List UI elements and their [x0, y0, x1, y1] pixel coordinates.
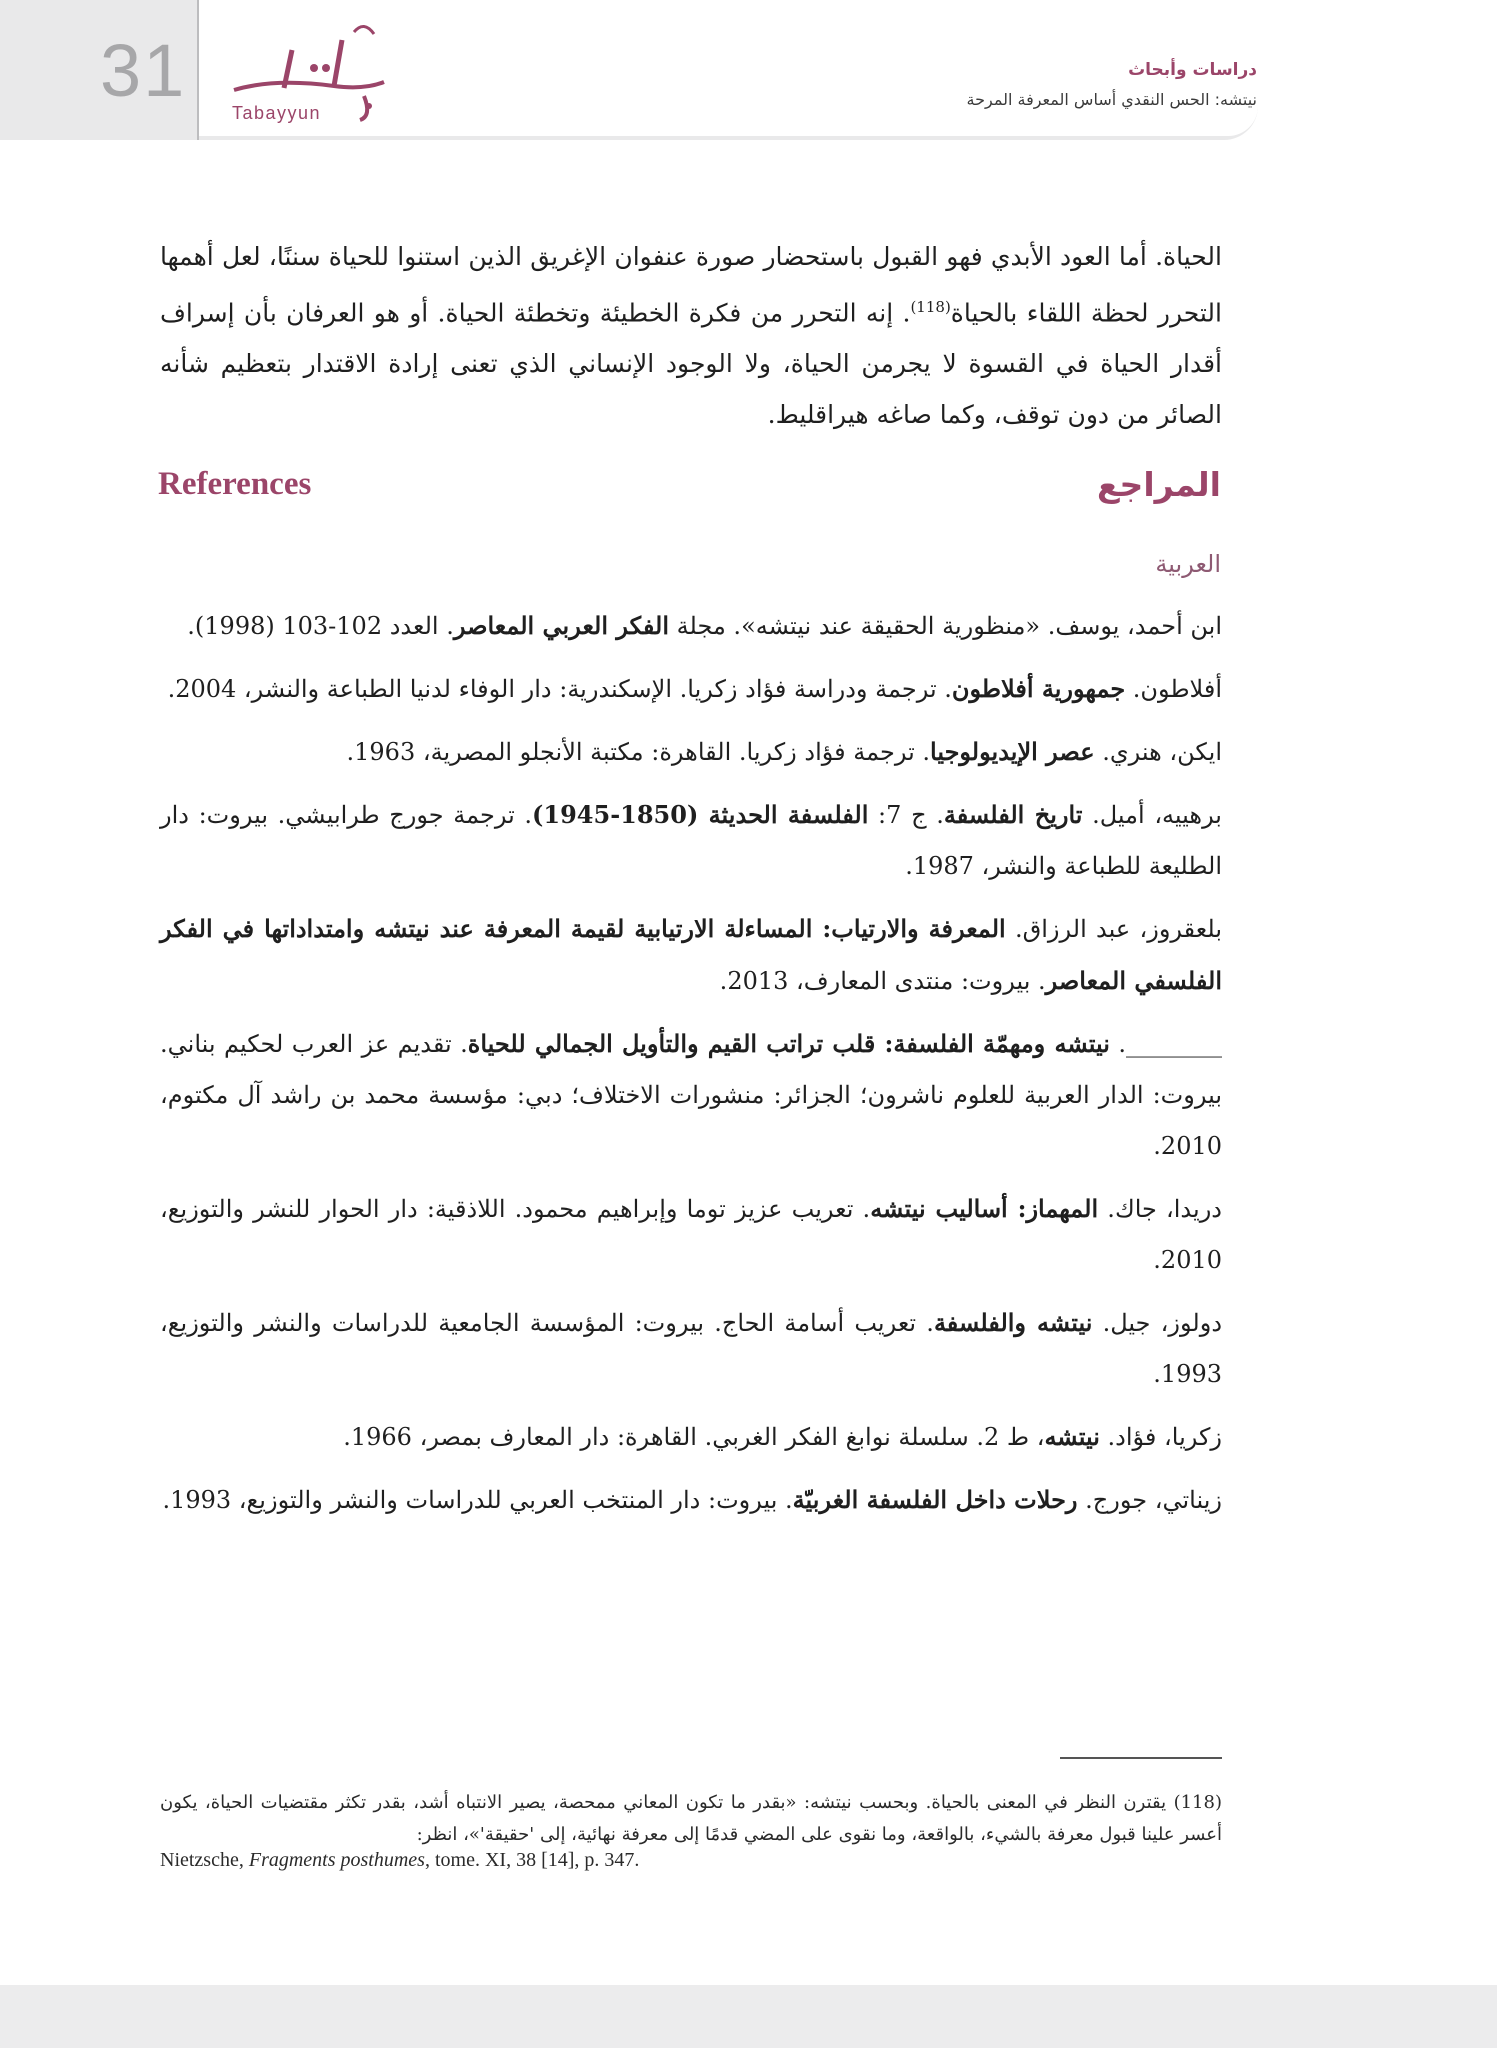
- arabic-references-subheading: العربية: [1155, 550, 1221, 578]
- bottom-band: [0, 1985, 1497, 2048]
- logo-latin-text: Tabayyun: [232, 103, 322, 123]
- body-text-part-1: الحياة. أما العود الأبدي فهو القبول باستحضار صورة عنفوان الإغريق الذين استنوا للحياة سننًا، لعل أهمها التحرر لحظة اللقاء بالحياة: [160, 242, 1222, 328]
- references-heading-english: References: [158, 466, 312, 502]
- running-article-title: نيتشه: الحس النقدي أساس المعرفة المرحة: [966, 90, 1257, 109]
- reference-entry: زيناتي، جورج. رحلات داخل الفلسفة الغربيّة. بيروت: دار المنتخب العربي للدراسات والنشر والتوزيع، 1993.: [162, 1485, 1222, 1514]
- body-text-part-2: . إنه التحرر من فكرة الخطيئة وتخطئة الحياة. أو هو العرفان بأن إسراف أقدار الحياة في القسوة لا يجرمن الحياة، ولا الوجود الإنساني الذي تعنى إرادة الاقتدار بتعظيم شأنه الصائر من دون توقف، وكما صاغه هيراقليط.: [160, 298, 1222, 430]
- footnote-marker[interactable]: (118): [910, 298, 951, 316]
- reference-entry: زكريا، فؤاد. نيتشه، ط 2. سلسلة نوابغ الفكر الغربي. القاهرة: دار المعارف بمصر، 1966.: [343, 1422, 1222, 1451]
- reference-entry: ________. نيتشه ومهمّة الفلسفة: قلب تراتب القيم والتأويل الجمالي للحياة. تقديم عز العرب لحكيم بناني. بيروت: الدار العربية للعلوم ناشرون؛ الجزائر: منشورات الاختلاف؛ دبي: مؤسسة محمد بن راشد آل مكتوم، 2010.: [160, 1029, 1223, 1160]
- references-heading-arabic: المراجع: [1097, 465, 1221, 504]
- reference-entry: ابن أحمد، يوسف. «منظورية الحقيقة عند نيتشه». مجلة الفكر العربي المعاصر. العدد 102-103 (1998).: [187, 611, 1222, 640]
- body-paragraph: [160, 231, 1222, 440]
- reference-list: [160, 600, 1222, 1537]
- footnote-rule: [1060, 1757, 1222, 1759]
- reference-entry: أفلاطون. جمهورية أفلاطون. ترجمة ودراسة فؤاد زكريا. الإسكندرية: دار الوفاء لدنيا الطباعة والنشر، 2004.: [167, 674, 1222, 703]
- reference-entry: ايكن، هنري. عصر الإيديولوجيا. ترجمة فؤاد زكريا. القاهرة: مكتبة الأنجلو المصرية، 1963.: [346, 737, 1222, 766]
- reference-entry: بلعقروز، عبد الرزاق. المعرفة والارتياب: المساءلة الارتيابية لقيمة المعرفة عند نيتشه وامتداداتها في الفكر الفلسفي المعاصر. بيروت: منتدى المعارف، 2013.: [160, 914, 1223, 995]
- footnote-text: (118) يقترن النظر في المعنى بالحياة. وبحسب نيتشه: «بقدر ما تكون المعاني ممحصة، يصير الانتباه أشد، بقدر تكثر مقتضيات الحياة، يكون أعسر علينا قبول معرفة بالشيء، بالواقعة، وما نقوى على المضي قدمًا إلى معرفة نهائية، إلى 'حقيقة'»، انظر:: [160, 1792, 1222, 1845]
- reference-entry: دريدا، جاك. المهماز: أساليب نيتشه. تعريب عزيز توما وإبراهيم محمود. اللاذقية: دار الحوار للنشر والتوزيع، 2010.: [160, 1194, 1222, 1274]
- section-label: دراسات وأبحاث: [1128, 60, 1257, 80]
- reference-entry: برهييه، أميل. تاريخ الفلسفة. ج 7: الفلسفة الحديثة (1850-1945). ترجمة جورج طرابيشي. بيروت: دار الطليعة للطباعة والنشر، 1987.: [160, 800, 1222, 880]
- header-divider: [197, 0, 199, 140]
- footnote-citation: Nietzsche, Fragments posthumes, tome. XI, 38 [14], p. 347.: [160, 1849, 640, 1871]
- page-number: 31: [100, 29, 187, 112]
- reference-entry: دولوز، جيل. نيتشه والفلسفة. تعريب أسامة الحاج. بيروت: المؤسسة الجامعية للدراسات والنشر والتوزيع، 1993.: [160, 1308, 1223, 1388]
